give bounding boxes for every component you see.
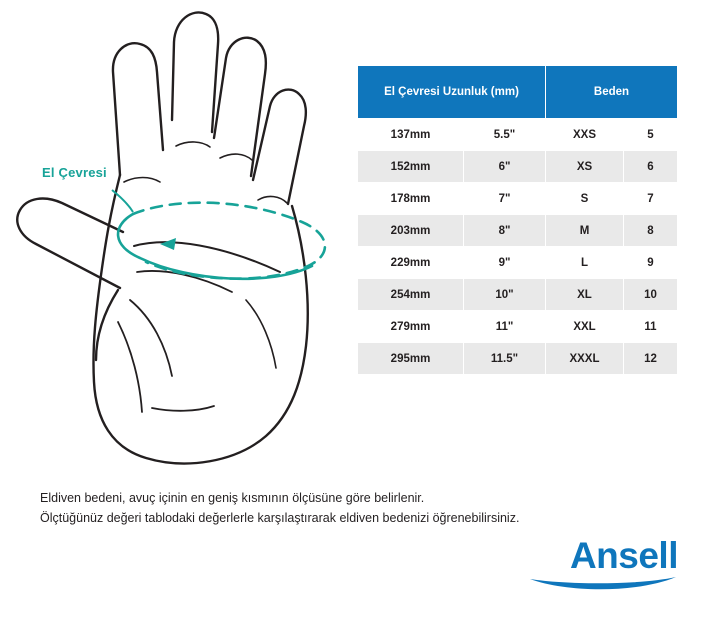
hand-illustration — [0, 0, 345, 470]
callout-label: El Çevresi — [42, 165, 107, 180]
size-table-container — [357, 65, 677, 375]
table-row — [358, 311, 678, 343]
table-row — [358, 151, 678, 183]
cell-inch: 10" — [464, 279, 546, 311]
table-row — [358, 183, 678, 215]
cell-size: S — [546, 183, 624, 215]
cell-inch: 11.5" — [464, 343, 546, 375]
table-row — [358, 215, 678, 247]
ansell-logo — [498, 537, 678, 597]
size-table — [357, 65, 678, 375]
cell-number: 5 — [624, 119, 678, 151]
cell-mm: 279mm — [358, 311, 464, 343]
table-header-row — [358, 66, 678, 119]
cell-inch: 8" — [464, 215, 546, 247]
cell-number: 6 — [624, 151, 678, 183]
cell-size: L — [546, 247, 624, 279]
cell-inch: 5.5" — [464, 119, 546, 151]
cell-mm: 295mm — [358, 343, 464, 375]
cell-size: XXL — [546, 311, 624, 343]
cell-inch: 11" — [464, 311, 546, 343]
cell-size: XXXL — [546, 343, 624, 375]
table-body — [358, 119, 678, 375]
table-row — [358, 343, 678, 375]
header-hand-circumference: El Çevresi Uzunluk (mm) — [358, 66, 546, 119]
cell-number: 10 — [624, 279, 678, 311]
cell-size: M — [546, 215, 624, 247]
caption-text — [40, 488, 680, 528]
cell-mm: 229mm — [358, 247, 464, 279]
cell-mm: 203mm — [358, 215, 464, 247]
cell-inch: 6" — [464, 151, 546, 183]
caption-line-1: Eldiven bedeni, avuç içinin en geniş kısmının ölçüsüne göre belirlenir. — [40, 491, 425, 505]
cell-mm: 152mm — [358, 151, 464, 183]
arrow-head-icon — [160, 238, 176, 250]
cell-number: 7 — [624, 183, 678, 215]
table-row — [358, 247, 678, 279]
cell-mm: 178mm — [358, 183, 464, 215]
cell-inch: 9" — [464, 247, 546, 279]
table-row — [358, 279, 678, 311]
cell-size: XS — [546, 151, 624, 183]
header-size: Beden — [546, 66, 678, 119]
cell-inch: 7" — [464, 183, 546, 215]
cell-number: 8 — [624, 215, 678, 247]
cell-number: 9 — [624, 247, 678, 279]
cell-mm: 254mm — [358, 279, 464, 311]
cell-mm: 137mm — [358, 119, 464, 151]
cell-number: 11 — [624, 311, 678, 343]
cell-size: XXS — [546, 119, 624, 151]
table-row — [358, 119, 678, 151]
cell-size: XL — [546, 279, 624, 311]
cell-number: 12 — [624, 343, 678, 375]
logo-swoosh-icon — [528, 575, 678, 591]
logo-wordmark: Ansell — [569, 535, 678, 576]
caption-line-2: Ölçtüğünüz değeri tablodaki değerlerle karşılaştırarak eldiven bedenizi öğrenebilirsiniz. — [40, 511, 520, 525]
hand-drawing — [0, 0, 345, 470]
